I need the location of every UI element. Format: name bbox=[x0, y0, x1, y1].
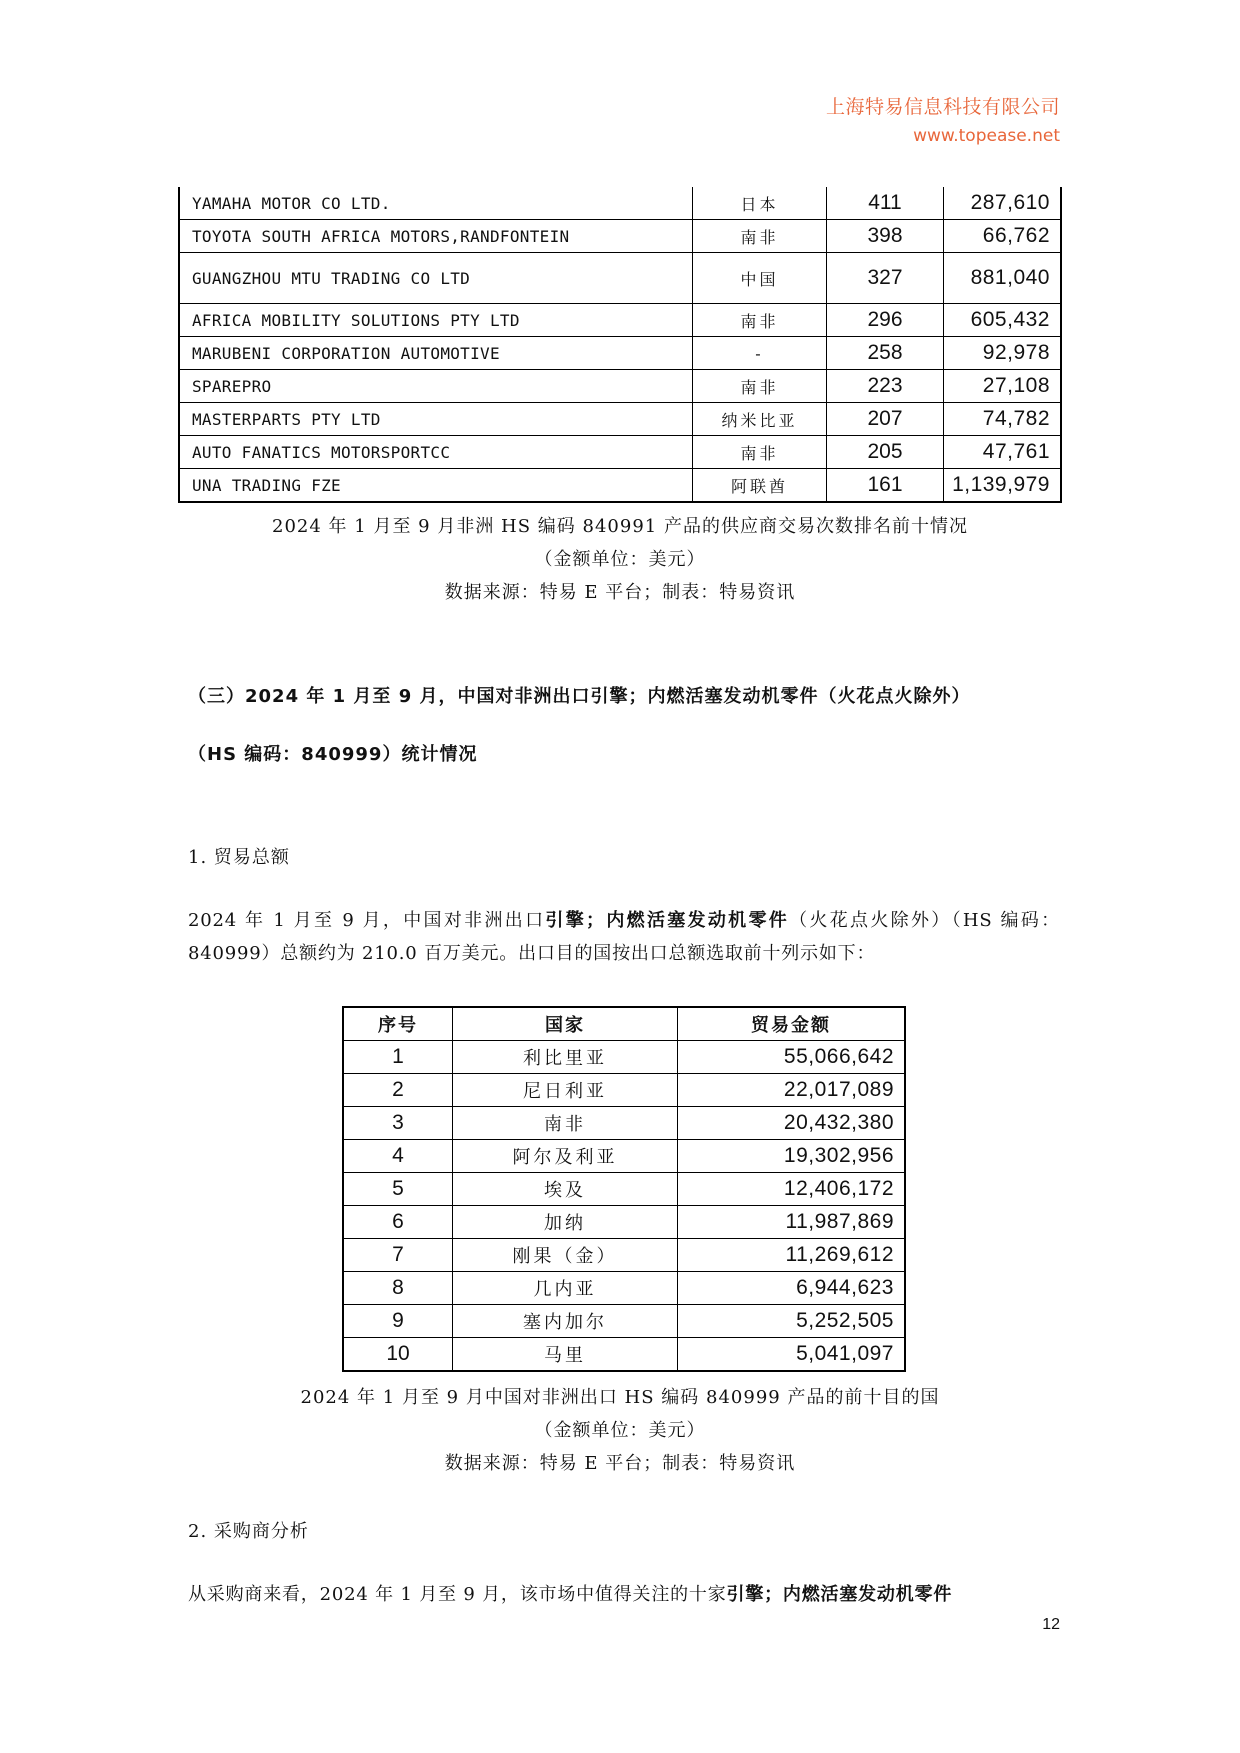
section-title-line2: （HS 编码：840999）统计情况 bbox=[188, 744, 478, 765]
supplier-table-caption: 2024 年 1 月至 9 月非洲 HS 编码 840991 产品的供应商交易次数排名前十情况 bbox=[272, 516, 968, 537]
subheading-buyer-analysis: 2. 采购商分析 bbox=[188, 1521, 309, 1542]
supplier-name: TOYOTA SOUTH AFRICA MOTORS,RANDFONTEIN bbox=[179, 220, 693, 253]
supplier-table-unit: （金额单位：美元） bbox=[534, 549, 706, 570]
transaction-amount: 92,978 bbox=[944, 337, 1062, 370]
transaction-amount: 287,610 bbox=[944, 187, 1062, 220]
row-index: 6 bbox=[343, 1206, 453, 1239]
row-country: 加纳 bbox=[453, 1206, 678, 1239]
row-index: 8 bbox=[343, 1272, 453, 1305]
table-row bbox=[179, 337, 1061, 370]
supplier-name: UNA TRADING FZE bbox=[179, 469, 693, 503]
table-row bbox=[179, 220, 1061, 253]
supplier-name: GUANGZHOU MTU TRADING CO LTD bbox=[179, 253, 693, 304]
row-amount: 5,041,097 bbox=[678, 1338, 906, 1372]
row-index: 4 bbox=[343, 1140, 453, 1173]
table-row bbox=[179, 304, 1061, 337]
column-header-amount: 贸易金额 bbox=[678, 1007, 906, 1041]
transaction-amount: 881,040 bbox=[944, 253, 1062, 304]
row-index: 2 bbox=[343, 1074, 453, 1107]
country-table-source: 数据来源：特易 E 平台；制表：特易资讯 bbox=[444, 1453, 796, 1474]
table-row bbox=[343, 1173, 905, 1206]
row-amount: 5,252,505 bbox=[678, 1305, 906, 1338]
row-country: 塞内加尔 bbox=[453, 1305, 678, 1338]
row-amount: 11,987,869 bbox=[678, 1206, 906, 1239]
section-title-line1: （三）2024 年 1 月至 9 月，中国对非洲出口引擎；内燃活塞发动机零件（火花点火除外） bbox=[188, 686, 971, 707]
supplier-country: 纳米比亚 bbox=[693, 403, 827, 436]
row-country: 埃及 bbox=[453, 1173, 678, 1206]
row-index: 3 bbox=[343, 1107, 453, 1140]
row-amount: 6,944,623 bbox=[678, 1272, 906, 1305]
supplier-country: 南非 bbox=[693, 436, 827, 469]
row-amount: 19,302,956 bbox=[678, 1140, 906, 1173]
supplier-name: AFRICA MOBILITY SOLUTIONS PTY LTD bbox=[179, 304, 693, 337]
table-row bbox=[343, 1107, 905, 1140]
row-index: 10 bbox=[343, 1338, 453, 1372]
row-country: 马里 bbox=[453, 1338, 678, 1372]
table-row bbox=[343, 1140, 905, 1173]
transaction-amount: 1,139,979 bbox=[944, 469, 1062, 503]
row-index: 5 bbox=[343, 1173, 453, 1206]
trade-total-paragraph bbox=[188, 904, 1060, 970]
supplier-country: 南非 bbox=[693, 370, 827, 403]
transaction-count: 223 bbox=[827, 370, 944, 403]
transaction-amount: 74,782 bbox=[944, 403, 1062, 436]
transaction-count: 161 bbox=[827, 469, 944, 503]
table-header-row bbox=[343, 1007, 905, 1041]
header-company-name: 上海特易信息科技有限公司 bbox=[825, 96, 1060, 118]
row-country: 刚果（金） bbox=[453, 1239, 678, 1272]
row-amount: 22,017,089 bbox=[678, 1074, 906, 1107]
para-text: 从采购商来看，2024 年 1 月至 9 月，该市场中值得关注的十家 bbox=[188, 1584, 727, 1605]
table-row bbox=[343, 1239, 905, 1272]
row-amount: 12,406,172 bbox=[678, 1173, 906, 1206]
supplier-country: 日本 bbox=[693, 187, 827, 220]
transaction-count: 205 bbox=[827, 436, 944, 469]
row-index: 9 bbox=[343, 1305, 453, 1338]
row-country: 尼日利亚 bbox=[453, 1074, 678, 1107]
supplier-name: AUTO FANATICS MOTORSPORTCC bbox=[179, 436, 693, 469]
row-country: 利比里亚 bbox=[453, 1041, 678, 1074]
transaction-count: 398 bbox=[827, 220, 944, 253]
row-country: 几内亚 bbox=[453, 1272, 678, 1305]
product-name-bold: 引擎；内燃活塞发动机零件 bbox=[726, 1584, 953, 1605]
row-amount: 20,432,380 bbox=[678, 1107, 906, 1140]
supplier-name: MASTERPARTS PTY LTD bbox=[179, 403, 693, 436]
table-row bbox=[343, 1206, 905, 1239]
table-row bbox=[179, 469, 1061, 503]
table-row bbox=[179, 436, 1061, 469]
transaction-amount: 47,761 bbox=[944, 436, 1062, 469]
transaction-amount: 605,432 bbox=[944, 304, 1062, 337]
supplier-name: MARUBENI CORPORATION AUTOMOTIVE bbox=[179, 337, 693, 370]
buyer-analysis-paragraph bbox=[188, 1578, 1060, 1611]
table-row bbox=[343, 1074, 905, 1107]
supplier-name: SPAREPRO bbox=[179, 370, 693, 403]
supplier-table-source: 数据来源：特易 E 平台；制表：特易资讯 bbox=[444, 582, 796, 603]
row-index: 1 bbox=[343, 1041, 453, 1074]
para-text: 2024 年 1 月至 9 月，中国对非洲出口 bbox=[188, 910, 546, 931]
supplier-name: YAMAHA MOTOR CO LTD. bbox=[179, 187, 693, 220]
column-header-country: 国家 bbox=[453, 1007, 678, 1041]
supplier-country: 南非 bbox=[693, 304, 827, 337]
transaction-count: 296 bbox=[827, 304, 944, 337]
para-text: （火花点火除外）（HS 编码：840999）总额约为 210.0 百万美元。出口目的国按出口总额选取前十列示如下： bbox=[188, 910, 1060, 964]
country-table-unit: （金额单位：美元） bbox=[534, 1420, 706, 1441]
product-name-bold: 引擎；内燃活塞发动机零件 bbox=[545, 910, 790, 931]
row-index: 7 bbox=[343, 1239, 453, 1272]
table-row bbox=[343, 1041, 905, 1074]
supplier-country: 阿联酋 bbox=[693, 469, 827, 503]
table-row bbox=[343, 1305, 905, 1338]
supplier-country: 中国 bbox=[693, 253, 827, 304]
transaction-count: 411 bbox=[827, 187, 944, 220]
destination-country-table bbox=[342, 1006, 906, 1372]
transaction-count: 327 bbox=[827, 253, 944, 304]
transaction-amount: 66,762 bbox=[944, 220, 1062, 253]
table-row bbox=[179, 253, 1061, 304]
row-amount: 55,066,642 bbox=[678, 1041, 906, 1074]
row-country: 南非 bbox=[453, 1107, 678, 1140]
table-row bbox=[343, 1272, 905, 1305]
column-header-index: 序号 bbox=[343, 1007, 453, 1041]
table-row bbox=[343, 1338, 905, 1372]
row-country: 阿尔及利亚 bbox=[453, 1140, 678, 1173]
supplier-country: - bbox=[693, 337, 827, 370]
page-number: 12 bbox=[1042, 1616, 1060, 1633]
transaction-amount: 27,108 bbox=[944, 370, 1062, 403]
country-table-caption: 2024 年 1 月至 9 月中国对非洲出口 HS 编码 840999 产品的前十目的国 bbox=[300, 1387, 940, 1408]
transaction-count: 207 bbox=[827, 403, 944, 436]
table-row bbox=[179, 187, 1061, 220]
supplier-country: 南非 bbox=[693, 220, 827, 253]
table-row bbox=[179, 370, 1061, 403]
table-row bbox=[179, 403, 1061, 436]
row-amount: 11,269,612 bbox=[678, 1239, 906, 1272]
supplier-ranking-table bbox=[178, 187, 1062, 503]
subheading-trade-total: 1. 贸易总额 bbox=[188, 847, 290, 868]
header-website-url: www.topease.net bbox=[913, 126, 1060, 146]
transaction-count: 258 bbox=[827, 337, 944, 370]
